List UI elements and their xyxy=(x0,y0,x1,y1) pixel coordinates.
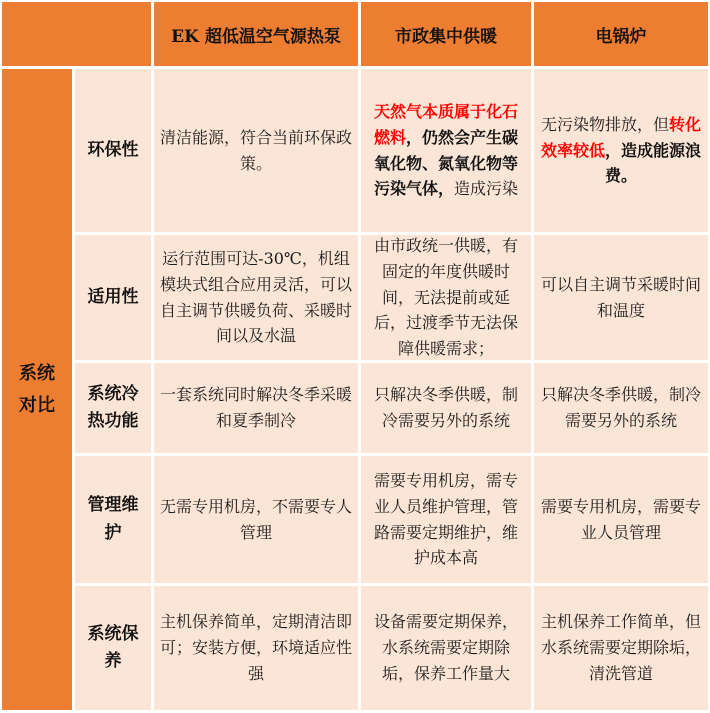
cell-text: 主机保养工作简单，但水系统需要定期除垢，清洗管道 xyxy=(540,612,701,683)
cell-management-boiler xyxy=(534,456,708,583)
cell-applicability-ek xyxy=(154,235,358,360)
cell-text-bold: ，仍然会产生碳氧化物、氮氧化物等污染气体， xyxy=(373,127,519,199)
cell-maintenance-ek xyxy=(154,586,358,710)
cell-cooling-heating-municipal xyxy=(361,363,531,453)
row-label-text: 管理维护 xyxy=(87,495,139,543)
cell-text: 造成污染 xyxy=(454,179,519,199)
cell-text: 主机保养简单，定期清洁即可；安装方便，环境适应性强 xyxy=(160,612,353,683)
row-label-maintenance xyxy=(75,586,151,710)
cell-text: 只解决冬季供暖，制冷需要另外的系统 xyxy=(373,385,518,430)
cell-text-bold: ，造成能源浪费。 xyxy=(604,140,702,186)
row-label-cooling-heating xyxy=(75,363,151,453)
header-municipal-heating xyxy=(361,2,531,66)
header-ek-heat-pump xyxy=(154,2,358,66)
cell-text: 需要专用机房，需专业人员维护管理，管路需要定期维护，维护成本高 xyxy=(373,470,518,568)
header-label: EK 超低温空气源热泵 xyxy=(171,26,341,47)
cell-text: 无污染物排放，但 xyxy=(540,114,669,134)
row-label-management xyxy=(75,456,151,583)
row-label-applicability xyxy=(75,235,151,360)
sidebar-label: 系统对比 xyxy=(19,363,55,416)
cell-maintenance-municipal xyxy=(361,586,531,710)
cell-environmental-municipal xyxy=(361,69,531,232)
row-label-environmental xyxy=(75,69,151,232)
cell-text: 清洁能源，符合当前环保政策。 xyxy=(160,127,353,173)
cell-text: 设备需要定期保养，水系统需要定期除垢，保养工作量大 xyxy=(373,612,518,683)
row-label-text: 系统冷热功能 xyxy=(87,383,139,431)
cell-text-highlight: 转化效率较低 xyxy=(540,114,702,160)
cell-text: 无需专用机房，不需要专人管理 xyxy=(160,496,353,542)
cell-applicability-boiler xyxy=(534,235,708,360)
row-label-text: 环保性 xyxy=(87,139,139,160)
cell-environmental-ek xyxy=(154,69,358,232)
cell-maintenance-boiler xyxy=(534,586,708,710)
header-corner-cell xyxy=(2,2,151,66)
row-label-text: 适用性 xyxy=(87,286,139,307)
header-label: 市政集中供暖 xyxy=(395,26,497,47)
cell-text: 由市政统一供暖，有固定的年度供暖时间，无法提前或延后，过渡季节无法保障供暖需求； xyxy=(373,235,518,359)
cell-text-highlight: 天然气本质属于化石燃料 xyxy=(373,101,518,147)
cell-text: 一套系统同时解决冬季采暖和夏季制冷 xyxy=(160,385,353,430)
cell-management-municipal xyxy=(361,456,531,583)
cell-management-ek xyxy=(154,456,358,583)
cell-cooling-heating-ek xyxy=(154,363,358,453)
cell-text: 可以自主调节采暖时间和温度 xyxy=(540,274,701,320)
comparison-grid xyxy=(2,2,708,710)
cell-text: 需要专用机房，需要专业人员管理 xyxy=(540,496,701,542)
cell-cooling-heating-boiler xyxy=(534,363,708,453)
header-label: 电锅炉 xyxy=(595,26,647,47)
sidebar-system-comparison xyxy=(2,69,72,710)
cell-environmental-boiler xyxy=(534,69,708,232)
header-electric-boiler xyxy=(534,2,708,66)
row-label-text: 系统保养 xyxy=(87,623,139,671)
cell-applicability-municipal xyxy=(361,235,531,360)
cell-text: 只解决冬季供暖，制冷需要另外的系统 xyxy=(540,385,701,430)
cell-text: 运行范围可达-30℃，机组模块式组合应用灵活，可以自主调节供暖负荷、采暖时间以及水温 xyxy=(160,248,353,346)
